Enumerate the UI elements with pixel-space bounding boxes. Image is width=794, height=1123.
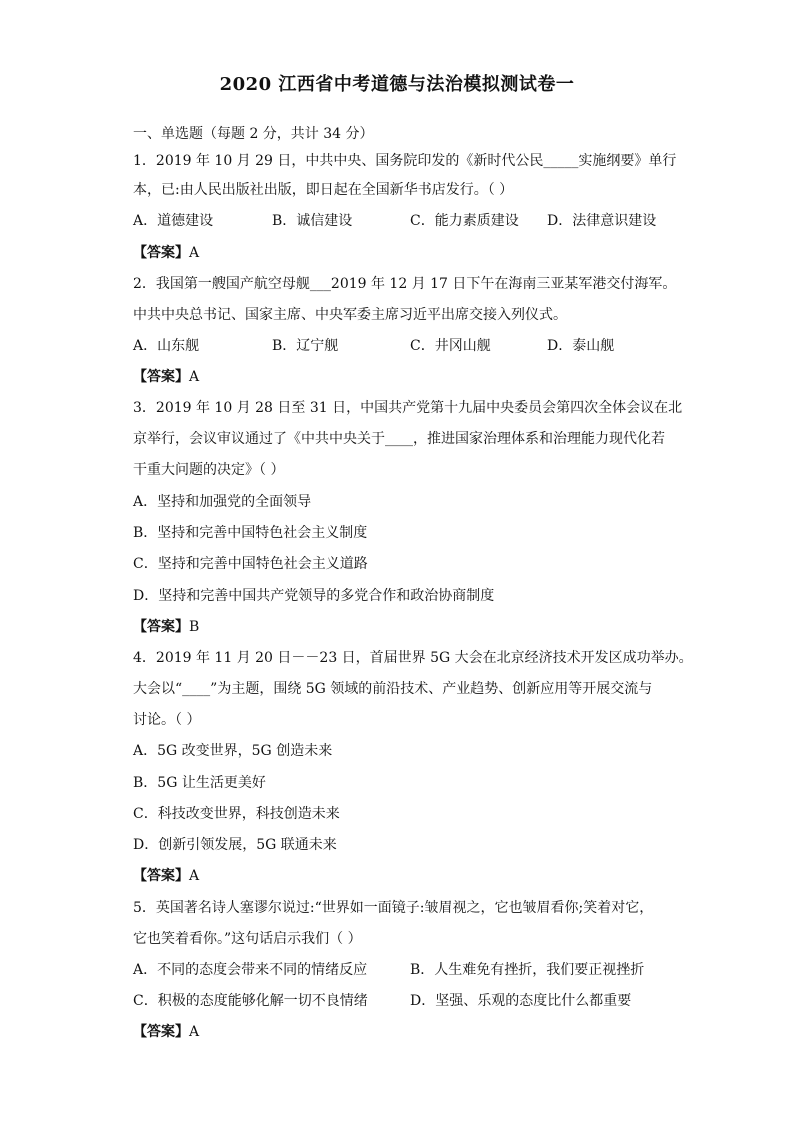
option-a: A．不同的态度会带来不同的情绪反应 [133,962,368,978]
page-title: 2020 江西省中考道德与法治模拟测试卷一 [219,74,575,95]
option-c: C．能力素质建设 [410,213,519,229]
question-3-option-c: C．坚持和完善中国特色社会主义道路 [133,556,368,572]
question-2-answer [133,367,673,387]
question-2-line-2: 中共中央总书记、国家主席、中央军委主席习近平出席交接入列仪式。 [133,307,567,323]
answer-label: 【答案】 [133,369,189,385]
answer-label: 【答案】 [133,619,189,635]
question-5-answer [133,1022,673,1042]
option-c: C．积极的态度能够化解一切不良情绪 [133,993,368,1009]
question-4-line-2: 大会以“____”为主题，围绕 5G 领域的前沿技术、产业趋势、创新应用等开展交流与 [133,681,653,697]
question-3-line-2: 京举行，会议审议通过了《中共中央关于____，推进国家治理体系和治理能力现代化若 [133,431,665,447]
answer-value: A [189,1024,200,1040]
question-3-option-a: A．坚持和加强党的全面领导 [133,494,312,510]
option-b: B．诚信建设 [272,213,353,229]
option-b: B．辽宁舰 [272,338,339,354]
question-5-line-1: 5．英国著名诗人塞谬尔说过:“世界如一面镜子:皱眉视之，它也皱眉看你;笑着对它， [133,900,654,916]
question-4-line-3: 讨论。（ ） [133,712,201,728]
option-b: B．人生难免有挫折，我们要正视挫折 [410,962,645,978]
option-a: A．道德建设 [133,213,214,229]
question-4-option-b: B．5G 让生活更美好 [133,775,266,791]
answer-value: A [189,369,200,385]
option-c: C．井冈山舰 [410,338,491,354]
question-4-option-a: A．5G 改变世界，5G 创造未来 [133,743,333,759]
question-1-answer [133,243,673,263]
question-3-line-1: 3．2019 年 10 月 28 日至 31 日，中国共产党第十九届中央委员会第四次全体会议在北 [133,400,683,416]
answer-label: 【答案】 [133,245,189,261]
question-3-answer [133,617,673,637]
question-1-line-1: 1．2019 年 10 月 29 日，中共中央、国务院印发的《新时代公民_____实施纲要》单行 [133,153,677,169]
question-4-option-d: D．创新引领发展，5G 联通未来 [133,837,337,853]
question-3-line-3: 干重大问题的决定》（ ） [133,462,285,478]
answer-value: B [189,619,200,635]
option-d: D．泰山舰 [547,338,615,354]
question-4-option-c: C．科技改变世界，科技创造未来 [133,806,340,822]
option-d: D．法律意识建设 [547,213,657,229]
question-1-line-2: 本，已:由人民出版社出版，即日起在全国新华书店发行。（ ） [133,182,514,198]
answer-label: 【答案】 [133,868,189,884]
answer-value: A [189,868,200,884]
question-4-line-1: 4．2019 年 11 月 20 日－－23 日，首届世界 5G 大会在北京经济技术开发区成功举办。 [133,650,693,666]
section-heading: 一、单选题（每题 2 分，共计 34 分） [133,126,374,142]
question-5-line-2: 它也笑着看你。”这句话启示我们（ ） [133,931,362,947]
option-a: A．山东舰 [133,338,200,354]
option-d: D．坚强、乐观的态度比什么都重要 [410,993,632,1009]
question-2-line-1: 2．我国第一艘国产航空母舰___2019 年 12 月 17 日下午在海南三亚某军港交付海军。 [133,276,677,292]
question-4-answer [133,866,673,886]
answer-label: 【答案】 [133,1024,189,1040]
answer-value: A [189,245,200,261]
question-3-option-d: D．坚持和完善中国共产党领导的多党合作和政治协商制度 [133,588,495,604]
question-3-option-b: B．坚持和完善中国特色社会主义制度 [133,525,368,541]
